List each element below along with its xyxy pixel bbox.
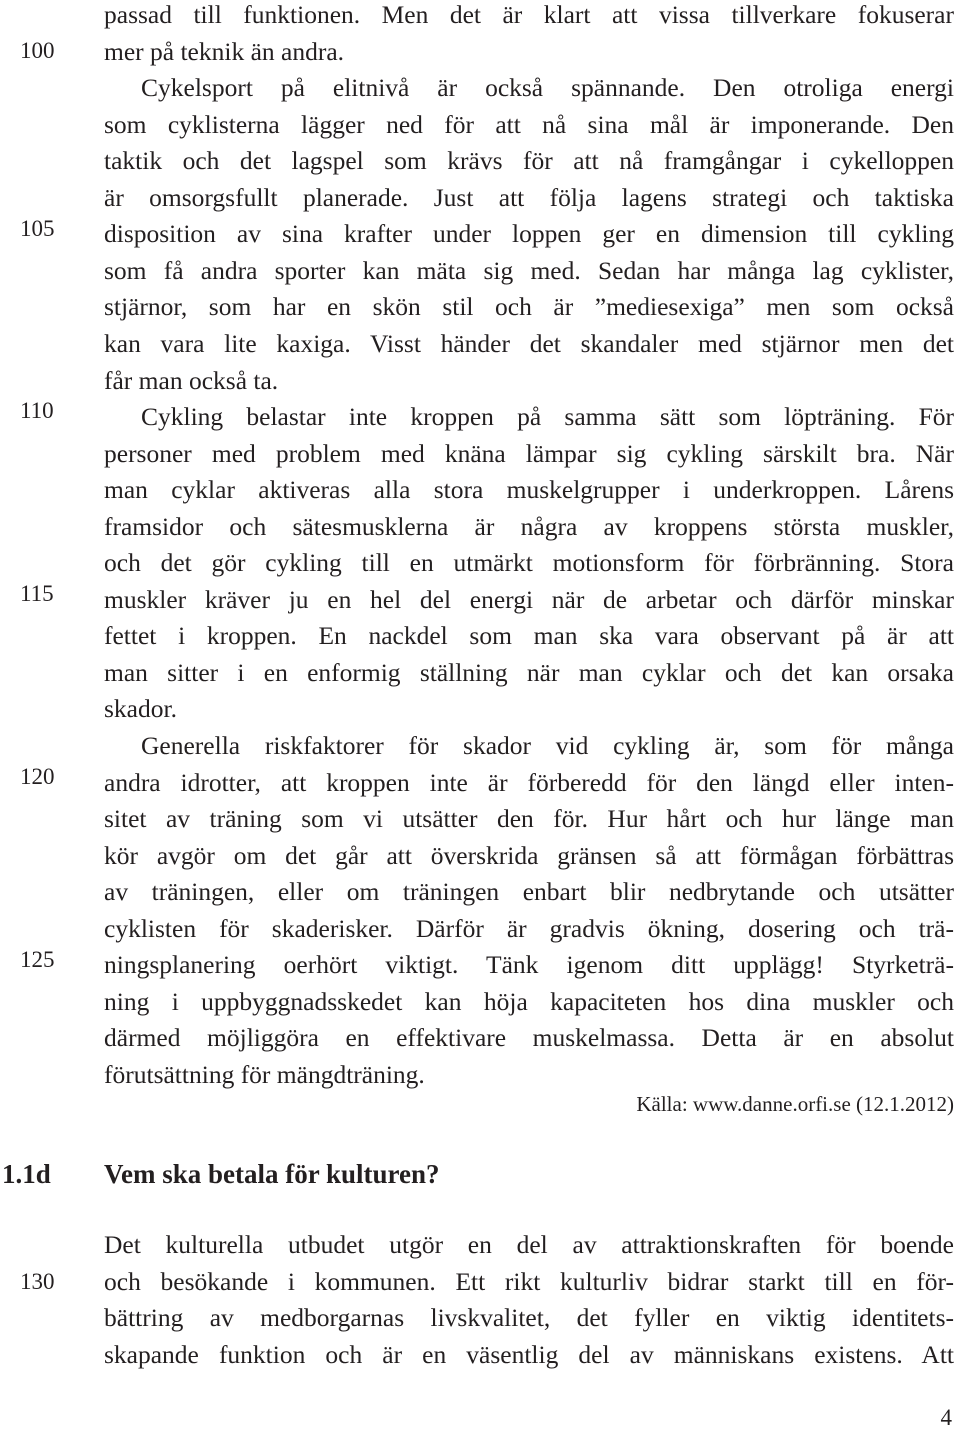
text-line: stjärnor, som har en skön stil och är ”mediesexiga” men som också: [104, 292, 954, 322]
text-line: av träningen, eller om träningen enbart blir nedbrytande och utsätter: [104, 877, 954, 907]
text-line: och det gör cykling till en utmärkt motionsform för förbränning. Stora: [104, 548, 954, 578]
page-number: 4: [940, 1405, 952, 1430]
text-line: passad till funktionen. Men det är klart att vissa tillverkare fokuserar: [104, 0, 954, 29]
line-number: 110: [20, 398, 54, 423]
text-line: Det kulturella utbudet utgör en del av attraktionskraften för boende: [104, 1230, 954, 1259]
line-number: 130: [20, 1269, 55, 1294]
line-number: 100: [20, 38, 55, 63]
text-line: ningsplanering oerhört viktigt. Tänk igenom ditt upplägg! Styrketrä-: [104, 950, 954, 980]
text-line: sitet av träning som vi utsätter den för. Hur hårt och hur länge man: [104, 804, 954, 834]
text-line: kan vara lite kaxiga. Visst händer det skandaler med stjärnor men det: [104, 328, 954, 358]
text-line: Cykling belastar inte kroppen på samma sätt som löpträning. För: [141, 402, 954, 432]
text-line: som cyklisterna lägger ned för att nå sina mål är imponerande. Den: [104, 109, 954, 139]
text-line: framsidor och sätesmusklerna är några av kroppens största muskler,: [104, 511, 954, 541]
text-line: förutsättning för mängdträning.: [104, 1059, 425, 1089]
text-line: Cykelsport på elitnivå är också spännande. Den otroliga energi: [141, 73, 954, 103]
text-line: Generella riskfaktorer för skador vid cykling är, som för många: [141, 731, 954, 760]
text-line: mer på teknik än andra.: [104, 36, 345, 66]
text-line: får man också ta.: [104, 365, 279, 395]
text-line: andra idrotter, att kroppen inte är förberedd för den längd eller inten-: [104, 767, 954, 797]
line-number: 125: [20, 947, 55, 972]
text-line: taktik och det lagspel som krävs för att nå framgångar i cykelloppen: [104, 146, 954, 176]
line-number: 115: [20, 581, 54, 606]
text-line: personer med problem med knäna lämpar sig cykling särskilt bra. När: [104, 438, 954, 468]
text-line: man sitter i en enformig ställning när man cyklar och det kan orsaka: [104, 657, 954, 687]
line-number: 120: [20, 764, 55, 789]
text-line: bättring av medborgarnas livskvalitet, det fyller en viktig identitets-: [104, 1303, 954, 1332]
section-title: Vem ska betala för kulturen?: [104, 1159, 440, 1189]
text-line: man cyklar aktiveras alla stora muskelgrupper i underkroppen. Lårens: [104, 475, 954, 505]
text-line: kör avgör om det går att överskrida gränsen så att förmågan förbättras: [104, 840, 954, 870]
text-line: disposition av sina krafter under loppen ger en dimension till cykling: [104, 219, 954, 249]
line-number: 105: [20, 216, 55, 241]
source-citation: Källa: www.danne.orfi.se (12.1.2012): [636, 1092, 954, 1116]
section-number: 1.1d: [2, 1159, 51, 1189]
text-line: muskler kräver ju en hel del energi när de arbetar och därför minskar: [104, 584, 954, 614]
text-line: skapande funktion och är en väsentlig del av människans existens. Att: [104, 1339, 954, 1369]
text-line: därmed möjliggöra en effektivare muskelmassa. Detta är en absolut: [104, 1023, 954, 1053]
text-line: som få andra sporter kan mäta sig med. Sedan har många lag cyklister,: [104, 255, 954, 285]
text-line: är omsorgsfullt planerade. Just att följa lagens strategi och taktiska: [104, 182, 954, 212]
text-line: ning i uppbyggnadsskedet kan höja kapaciteten hos dina muskler och: [104, 986, 954, 1016]
text-line: fettet i kroppen. En nackdel som man ska vara observant på är att: [104, 621, 954, 651]
text-line: cyklisten för skaderisker. Därför är gradvis ökning, dosering och trä-: [104, 913, 954, 943]
text-line: skador.: [104, 694, 177, 724]
text-line: och besökande i kommunen. Ett rikt kulturliv bidrar starkt till en för-: [104, 1266, 954, 1296]
